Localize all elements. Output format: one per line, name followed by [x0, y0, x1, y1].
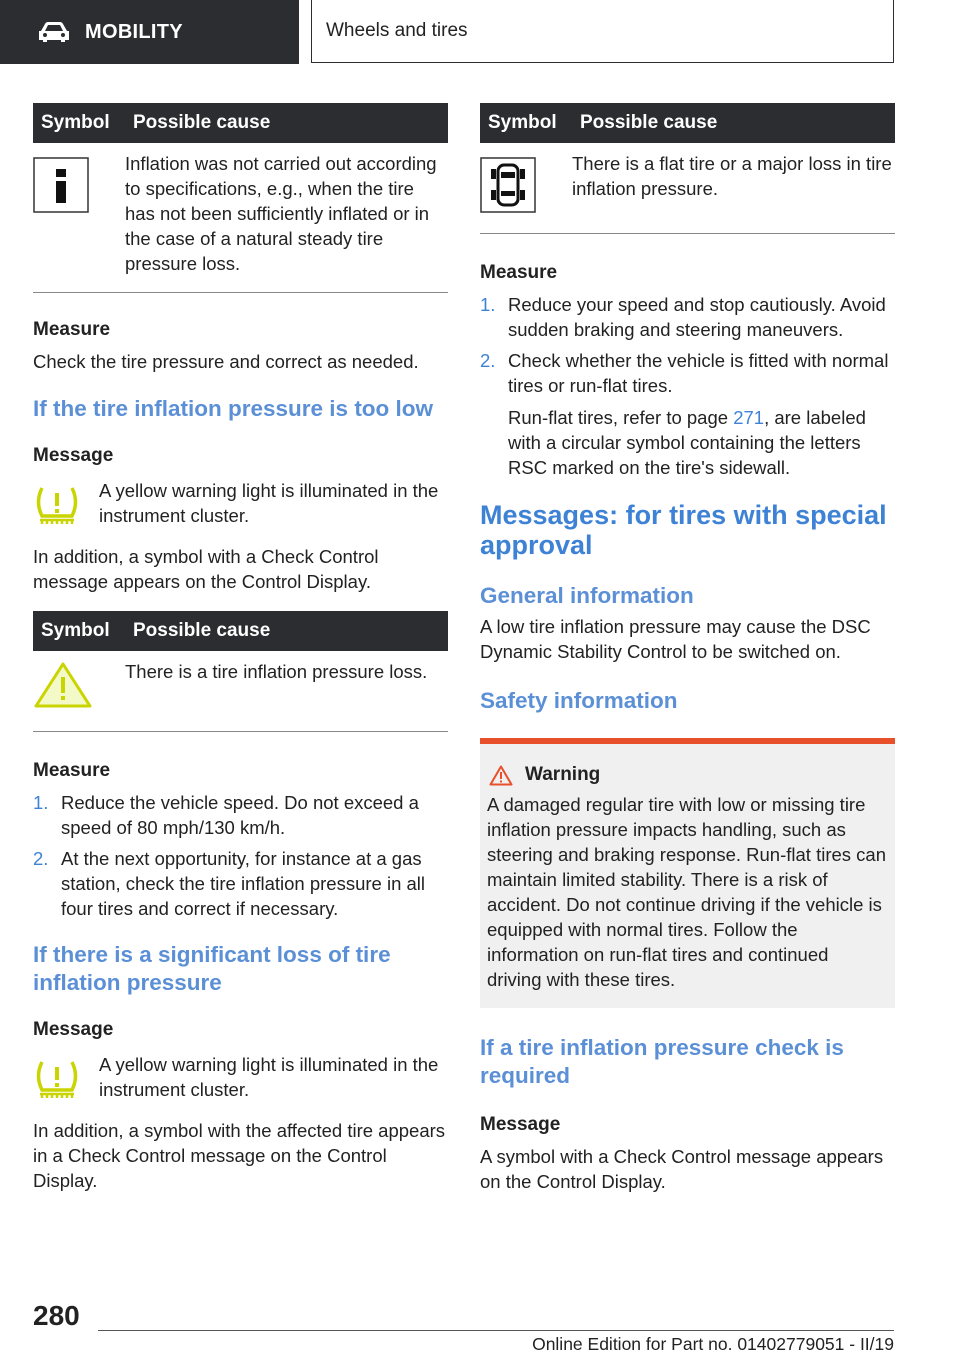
step-item: 2. Check whether the vehicle is fitted with normal tires or run-flat tires. Run-flat tires, refer to page 271, are labeled with a circular symbol containing the letters RSC marked on the tire's sidewall.	[480, 348, 895, 480]
page-ref-link[interactable]: 271	[733, 407, 765, 428]
message-row	[33, 1052, 448, 1105]
message-text: A yellow warning light is illuminated in the instrument cluster.	[99, 480, 439, 526]
info-icon	[33, 157, 89, 213]
flat-tire-vehicle-icon	[480, 157, 536, 213]
page-number: 280	[33, 1300, 80, 1331]
warning-triangle-icon	[33, 661, 93, 709]
message-label: Message	[480, 1114, 561, 1135]
edition-text: Online Edition for Part no. 01402779051 - II/19	[532, 1334, 894, 1354]
chapter-title: Wheels and tires	[326, 20, 468, 41]
warning-title: Warning	[525, 764, 601, 785]
right-column	[480, 103, 895, 1194]
tire-pressure-warning-icon	[33, 1058, 81, 1100]
addition-text: In addition, a symbol with the affected tire appears in a Check Control message on the Control Display.	[33, 1120, 446, 1191]
section-title: MOBILITY	[85, 20, 183, 43]
heading-special-approval: Messages: for tires with special approval	[480, 500, 887, 560]
warning-box	[480, 738, 895, 1008]
symbol-table-3	[480, 103, 895, 229]
message-label: Message	[33, 1019, 114, 1040]
warning-triangle-icon	[489, 765, 513, 786]
measure-label: Measure	[33, 319, 111, 340]
col-symbol: Symbol	[33, 103, 125, 143]
col-cause: Possible cause	[572, 103, 895, 143]
message-label: Message	[33, 445, 114, 466]
cause-text: Inflation was not carried out according to specifications, e.g., when the tire has not been sufficiently inflated or in the case of a natural steady tire pressure loss.	[125, 153, 437, 274]
car-icon	[37, 21, 71, 43]
col-cause: Possible cause	[125, 611, 448, 651]
symbol-table-1	[33, 103, 448, 286]
general-text: A low tire inflation pressure may cause the DSC Dynamic Stability Control to be switched on.	[480, 616, 871, 662]
footer-divider	[98, 1330, 894, 1331]
measure-label: Measure	[480, 262, 558, 283]
step-note: Run-flat tires, refer to page 271, are labeled with a circular symbol containing the letters RSC marked on the tire's sidewall.	[508, 407, 866, 478]
step-item: 1. Reduce the vehicle speed. Do not exceed a speed of 80 mph/130 km/h.	[33, 792, 419, 838]
heading-safety-info: Safety information	[480, 688, 678, 713]
measure-label: Measure	[33, 760, 111, 781]
step-item: 2. At the next opportunity, for instance at a gas station, check the tire inflation pressure in all four tires and correct if necessary.	[33, 848, 426, 919]
measure-steps	[33, 790, 448, 921]
header-section-tab	[0, 0, 299, 64]
heading-significant-loss: If there is a significant loss of tire inflation pressure	[33, 942, 391, 995]
cause-text: There is a tire inflation pressure loss.	[125, 661, 428, 682]
col-symbol: Symbol	[480, 103, 572, 143]
heading-too-low: If the tire inflation pressure is too low	[33, 396, 434, 421]
cause-text: There is a flat tire or a major loss in tire inflation pressure.	[572, 153, 892, 199]
symbol-table-2	[33, 611, 448, 725]
message-row	[33, 478, 448, 531]
header-chapter	[311, 0, 894, 63]
left-column	[33, 103, 448, 1193]
message-text: A symbol with a Check Control message appears on the Control Display.	[480, 1146, 884, 1192]
heading-check-required: If a tire inflation pressure check is required	[480, 1035, 844, 1088]
col-cause: Possible cause	[125, 103, 448, 143]
tire-pressure-warning-icon	[33, 484, 81, 526]
measure-text: Check the tire pressure and correct as needed.	[33, 351, 419, 372]
warning-text: A damaged regular tire with low or missing tire inflation pressure impacts handling, such as steering and braking response. Run-flat tires can maintain limited stability. There is a risk of accident. Do not continue driving if the vehicle is equipped with normal tires. Follow the information on run-flat tires and continued driving with these tires.	[487, 794, 886, 990]
step-item: 1. Reduce your speed and stop cautiously. Avoid sudden braking and steering maneuvers.	[480, 294, 886, 340]
col-symbol: Symbol	[33, 611, 125, 651]
heading-general-info: General information	[480, 583, 694, 608]
message-text: A yellow warning light is illuminated in the instrument cluster.	[99, 1054, 439, 1100]
addition-text: In addition, a symbol with a Check Control message appears on the Control Display.	[33, 546, 379, 592]
measure-steps	[480, 292, 895, 480]
